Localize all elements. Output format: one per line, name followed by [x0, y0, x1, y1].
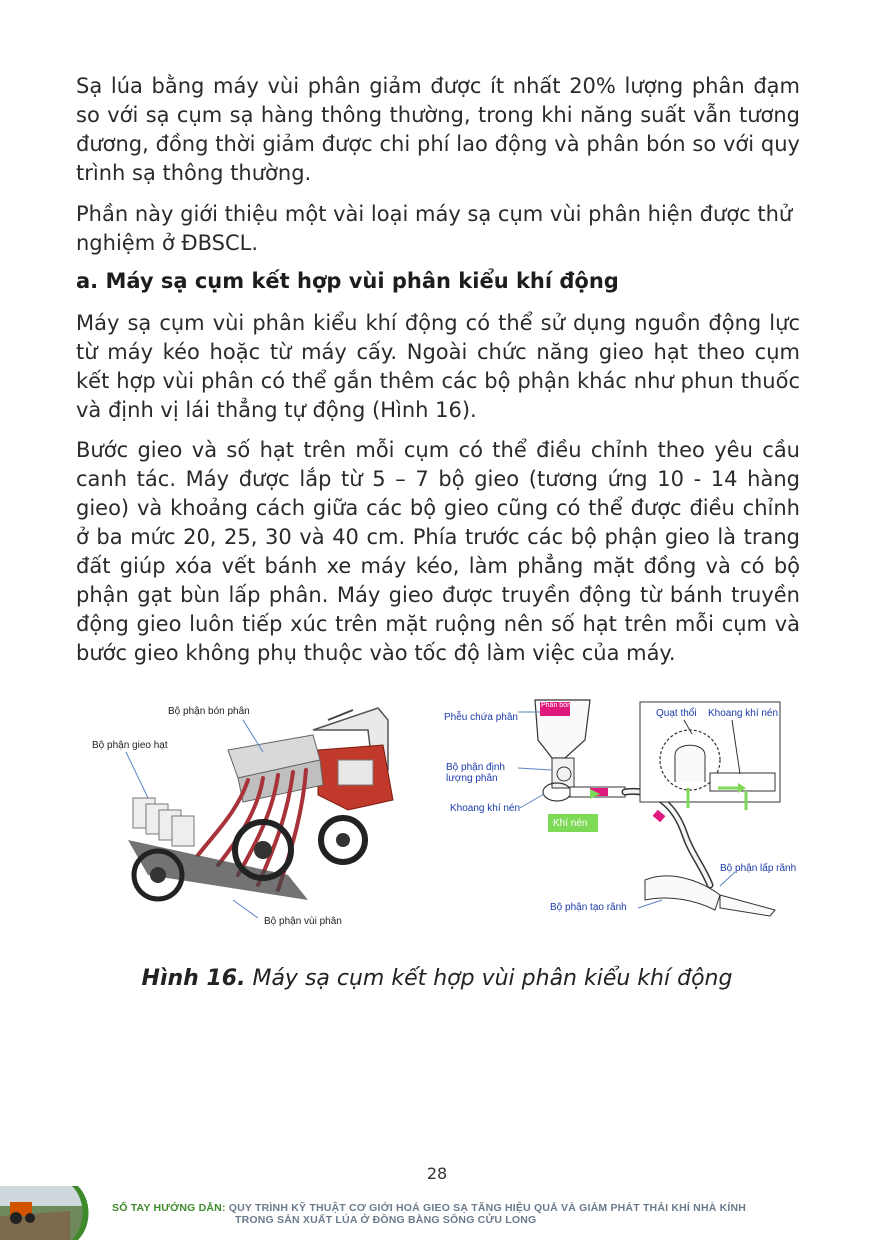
label-metering-line1: Bộ phận định: [446, 762, 505, 773]
label-hopper: Phễu chứa phân: [444, 712, 518, 723]
caption-text: Máy sạ cụm kết hợp vùi phân kiểu khí động: [245, 966, 733, 991]
label-air-chamber-right: Khoang khí nén: [708, 708, 779, 719]
label-air-chamber-left: Khoang khí nén: [450, 803, 521, 814]
label-seeding-unit: Bộ phận gieo hạt: [92, 740, 168, 751]
paragraph-machine-description: Máy sạ cụm vùi phân kiểu khí động có thể sử dụng nguồn động lực từ máy kéo hoặc từ máy cấy. Ngoài chức năng gieo hạt theo cụm kết hợp vùi phân có thể gắn thêm các bộ phận khác như phun thuốc và định vị lái thẳng tự động (Hình 16).: [76, 311, 800, 422]
label-compressed-air: Khí nén: [553, 818, 588, 829]
footer-title-line1: QUY TRÌNH KỸ THUẬT CƠ GIỚI HOÁ GIEO SẠ TĂNG HIỆU QUẢ VÀ GIẢM PHÁT THẢI KHÍ NHÀ KÍNH: [225, 1202, 747, 1214]
page-number: 28: [426, 1164, 448, 1183]
figure-caption: [0, 966, 874, 991]
label-blower: Quạt thổi: [656, 708, 697, 719]
footer-title: [112, 1202, 832, 1226]
paragraph-overview: Phần này giới thiệu một vài loại máy sạ cụm vùi phân hiện được thử nghiệm ở ĐBSCL.: [76, 202, 793, 255]
pneumatic-system-diagram: [440, 690, 800, 930]
footer-brand: SỔ TAY HƯỚNG DẪN:: [112, 1202, 226, 1214]
seeder-machine-illustration: [88, 690, 428, 940]
label-metering-line2: lượng phân: [446, 773, 498, 784]
label-burying-unit: Bộ phận vùi phân: [264, 916, 342, 927]
section-heading: a. Máy sạ cụm kết hợp vùi phân kiểu khí động: [76, 269, 619, 293]
footer-field-photo: [0, 1186, 96, 1240]
caption-number: Hình 16.: [141, 966, 246, 991]
label-hopper-tag: Phân bón: [541, 702, 571, 709]
label-fertilizer-unit: Bộ phận bón phân: [168, 706, 250, 717]
page-footer: [0, 1182, 874, 1240]
label-covering-unit: Bộ phận lấp rãnh: [720, 863, 797, 874]
paragraph-machine-specs: Bước gieo và số hạt trên mỗi cụm có thể điều chỉnh theo yêu cầu canh tác. Máy được lắp từ 5 – 7 bộ gieo (tương ứng 10 - 14 hàng gieo) và khoảng cách giữa các bộ gieo cũng có thể được điều chỉnh ở ba mức 20, 25, 30 và 40 cm. Phía trước các bộ phận gieo là trang đất giúp xóa vết bánh xe máy kéo, làm phẳng mặt đồng và có bộ phận gạt bùn lấp phân. Máy gieo được truyền động từ bánh truyền động gieo luôn tiếp xúc trên mặt ruộng nên số hạt trên mỗi cụm và bước gieo không phụ thuộc vào tốc độ làm việc của máy.: [76, 438, 800, 665]
machine-photo: [88, 690, 428, 940]
footer-title-line2: TRONG SẢN XUẤT LÚA Ở ĐỒNG BẰNG SÔNG CỬU LONG: [235, 1214, 537, 1226]
paragraph-intro: Sạ lúa bằng máy vùi phân giảm được ít nhất 20% lượng phân đạm so với sạ cụm sạ hàng thông thường, trong khi năng suất vẫn tương đương, đồng thời giảm được chi phí lao động và phân bón so với quy trình sạ thông thường.: [76, 74, 800, 185]
label-furrow-unit: Bộ phận tạo rãnh: [550, 902, 627, 913]
